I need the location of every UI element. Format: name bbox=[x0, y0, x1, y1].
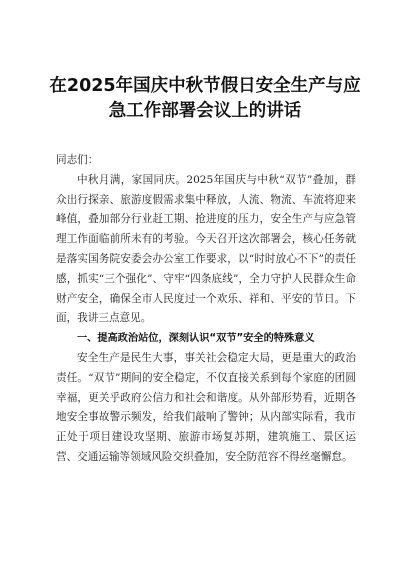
section-heading: 一、提高政治站位，深刻认识“双节”安全的特殊意义 bbox=[77, 333, 315, 345]
section-paragraph: 安全生产是民生大事，事关社会稳定大局，更是重大的政治责任。“双节”期间的安全稳定，不仅直接关系到每个家庭的团圆幸福，更关乎政府公信力和社会和谐度。从外部形势看，近期各地安全事故警示频发，给我们敲响了警钟；从内部实际看，我市正处于项目建设攻坚期、旅游市场复苏期，建筑施工、景区运营、交通运输等领域风险交织叠加，安全防范容不得丝毫懈怠。 bbox=[56, 351, 356, 463]
salutation: 同志们： bbox=[56, 154, 99, 166]
intro-paragraph: 中秋月满，家国同庆。2025年国庆与中秋“双节”叠加，群众出行探亲、旅游度假需求集中释放，人流、物流、车流将迎来峰值，叠加部分行业赶工期、抢进度的压力，安全生产与应急管理工作面临前所未有的考验。今天召开这次部署会，核心任务就是落实国务院安委会办公室工作要求，以“时时放心不下”的责任感，抓实“三个强化”、守牢“四条底线”，全力守护人民群众生命财产安全，确保全市人民度过一个欢乐、祥和、平安的节日。下面，我讲三点意见。 bbox=[56, 173, 356, 325]
document-title: 在2025年国庆中秋节假日安全生产与应急工作部署会议上的讲话 bbox=[49, 76, 361, 121]
document-body bbox=[56, 151, 356, 468]
